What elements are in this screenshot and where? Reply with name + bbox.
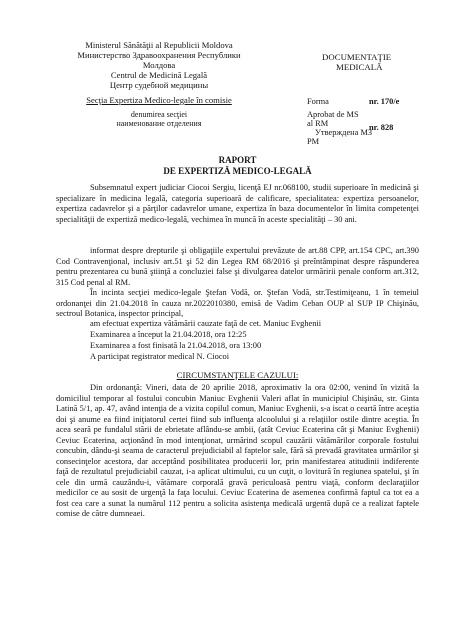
section-label-ru: наименование отделения	[116, 119, 202, 128]
exam-end-line: Examinarea a fost finisată la 21.04.2018, ora 13:00	[90, 341, 262, 350]
order-number: nr. 828	[369, 123, 394, 132]
ministry-name-ru: Министерство Здравоохранения Республики	[77, 50, 241, 60]
circumstances-text: Din ordonanţă: Vineri, data de 20 aprilie 2018, aproximativ la ora 02:00, venind în vizită la domiciliul temporar al fostului concubin Maniuc Evghenii Valeri aflat în municipiul Chişinău, str. Ginta Latină 5/1, ap. 47, având intenţia de a vizita copilul comun, Maniuc Evghenii, s-a iscat o ceartă între aceştia doi şi anume ea fiind iniţiatorul certei fiind sub influenţa alcoolului şi a relaţiilor ostile dintre aceştia. În acea seară pe fundalul stării de ebrietate aflându-se ambii, (atât Ceviuc Ecaterina cât şi Maniuc Evghenii) Ceviuc Ecaterina, acţionând în mod intenţionat, urmărind scopul cauzării vătămărilor corporale fostului concubin, dându-şi seama de caracterul prejudiciabil al faptelor sale, fără să prevadă gravitatea urmărilor şi consecinţelor acestora, dar acceptând posibilitatea producerii lor, prin manifestarea atitudinii indiferente faţă de rezultatul prejudiciabil cauzat, i-a aplicat ultimului, cu un cuţit, o lovitură în regiunea spatelui, şi în cele din urmă cauzându-i, vătămare corporală gravă periculoasă pentru viaţă, conform declaraţiilor medicilor ce au sosit de urgenţă la faţa locului. Ceviuc Ecaterina de asemenea confirmă faptul ca tot ea a fost cea care a sunat la numărul 112 pentru a solicita asistenţa medicală urgentă după ce a realizat faptele comise de către dumneaei.	[56, 383, 419, 518]
performed-line: am efectuat expertiza vătămării cauzate faţă de cet. Maniuc Evghenii	[90, 319, 322, 328]
participant-line: A participat registrator medical N. Ciocoi	[90, 352, 230, 361]
form-number: nr. 170/e	[369, 97, 400, 106]
approved-ro-2: al RM	[307, 119, 329, 128]
report-subtitle: DE EXPERTIZĂ MEDICO-LEGALĂ	[163, 166, 312, 176]
report-title: RAPORT	[218, 155, 257, 165]
approved-ru: Утверждена МЗ	[315, 128, 373, 137]
circumstances-heading: CIRCUMSTANŢELE CAZULUI:	[176, 370, 299, 380]
form-label: Forma	[307, 97, 329, 106]
informed-text: informat despre drepturile şi obligaţiile expertului prevăzute de art.88 CPP, art.154 CPC, art.390 Cod Contravenţional, inclusiv art.51 şi 52 din Legea RM 68/2016 şi preîntâmpinat despre răspunderea pentru prezentarea cu bună ştiinţă a concluziei false şi divulgarea datelor urmăririi penale conform art.312, 315 Cod penal al RM.	[56, 246, 419, 287]
approved-ro: Aprobat de MS	[307, 110, 359, 119]
intro-paragraph	[56, 183, 419, 225]
section-name: Secţia Expertiza Medico-legale în comisie	[86, 95, 232, 105]
center-name-ru: Центр судебной медицины	[109, 80, 209, 90]
center-name-ro: Centrul de Medicină Legală	[110, 70, 208, 80]
section-label-ro: denumirea secţiei	[130, 110, 188, 119]
doc-title-line1: DOCUMENTAŢIE	[322, 52, 392, 62]
approved-ru-2: РМ	[307, 137, 320, 146]
doc-title-line2: MEDICALĂ	[336, 62, 383, 72]
exam-start-line: Examinarea a început la 21.04.2018, ora 12:25	[90, 330, 247, 339]
informed-paragraph	[56, 246, 419, 288]
venue-text: În incinta secţiei medico-legale Ştefan Vodă, or. Ştefan Vodă, str.Testimiţeanu, 1 în temeiul ordonanţei din 21.04.2018 în cauza nr.2022010380, emisă de Vadim Ceban OUP al SUP IP Chişinău, sectroul Botanica, inspector principal,	[56, 288, 419, 318]
circumstances-paragraph	[56, 383, 419, 520]
ministry-name-ru-cont: Молдова	[142, 60, 176, 70]
ministry-name-ro: Ministerul Sănătăţii al Republicii Moldova	[85, 40, 233, 50]
venue-paragraph	[56, 288, 419, 320]
intro-text: Subsemnatul expert judiciar Ciocoi Sergiu, licenţă EJ nr.068100, studii superioare în medicină şi specializare în medicina legală, categoria superioară de calificare, specialitatea: expertiza persoanelor, expertiza cadavrelor şi a părţilor cadavrelor umane, expertiza în baza documentelor în limita competenţei specialităţii de expertiză medico-legală, vechimea în muncă în aceste specialităţi – 30 ani.	[56, 183, 419, 224]
